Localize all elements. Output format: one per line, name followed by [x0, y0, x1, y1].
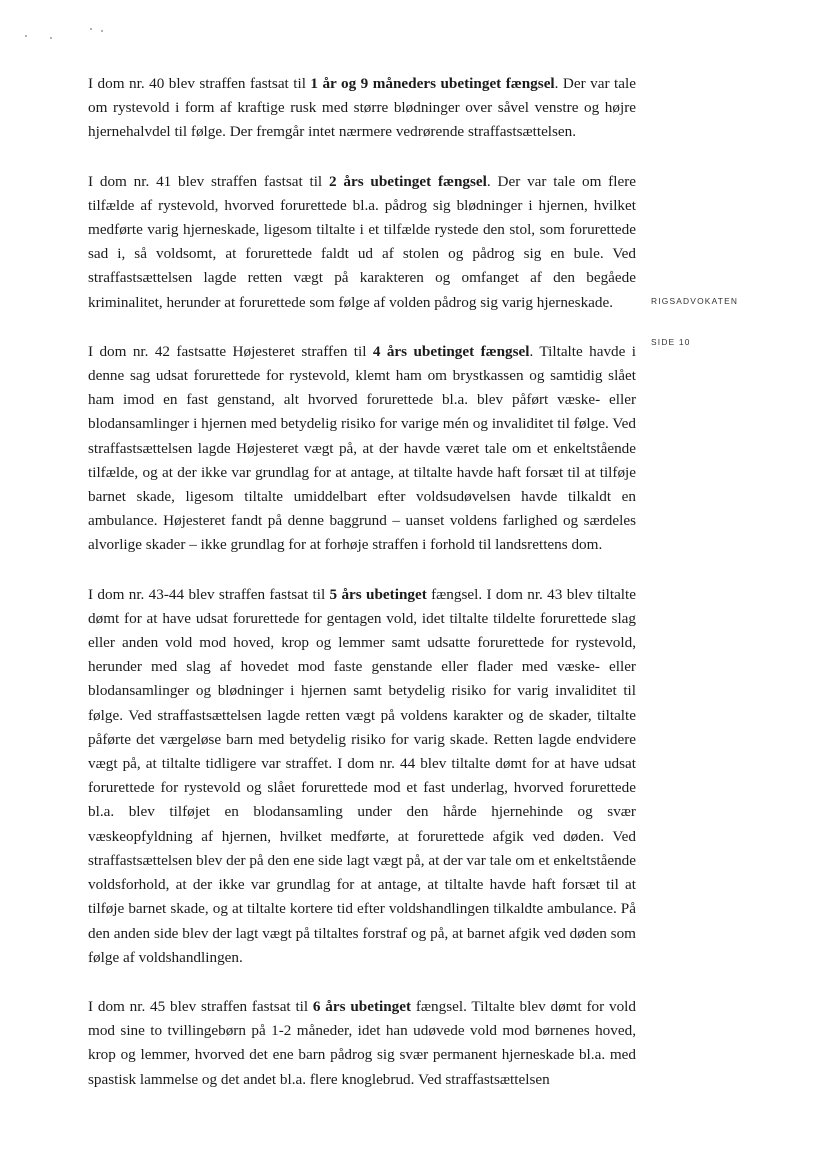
- sentence-emphasis: 1 år og 9 måneders ubetinget fængsel: [310, 75, 555, 92]
- text-run: . Tiltalte havde i denne sag udsat forurettede for rystevold, klemt ham om brystkassen og samtidig slået ham imod en fast genstand, alt hvorved forurettede bl.a. blev påført væske- eller blodansamlinger i hjernen med betydelig risiko for varige mén og invaliditet til følge. Ved straffastsættelsen lagde Højesteret vægt på, at der havde været tale om et enkeltstående tilfælde, og at der ikke var grundlag for at antage, at tiltalte havde haft forsæt til at tilføje barnet skade, ligesom tiltalte umiddelbart efter voldsudøvelsen havde tilkaldt en ambulance. Højesteret fandt på denne baggrund – uanset voldens farlighed og særdeles alvorlige skader – ikke grundlag for at forhøje straffen i forhold til landsrettens dom.: [88, 342, 636, 554]
- scan-speck: [50, 37, 52, 39]
- page-number: SIDE 10: [651, 337, 691, 347]
- text-run: I dom nr. 45 blev straffen fastsat til: [88, 997, 313, 1015]
- paragraph-dom-41: [88, 170, 636, 315]
- scan-speck: [25, 35, 27, 37]
- paragraph-dom-40: [88, 72, 636, 145]
- sentence-emphasis: 4 års ubetinget fængsel: [372, 342, 530, 360]
- text-run: I dom nr. 42 fastsatte Højesteret straffen til: [88, 342, 373, 360]
- text-run: fængsel. Tiltalte blev dømt for vold mod sine to tvillingebørn på 1-2 måneder, idet han udøvede vold mod børnenes hoved, krop og lemmer, hvorved det ene barn pådrog sig svær permanent hjerneskade bl.a. med spastisk lammelse og det andet bl.a. flere knoglebrud. Ved straffastsættelsen: [88, 997, 636, 1088]
- sentence-emphasis: 6 års ubetinget: [312, 997, 412, 1015]
- paragraph-dom-45: [88, 995, 636, 1092]
- text-run: . Der var tale om flere tilfælde af rystevold, hvorved forurettede bl.a. pådrog sig blødninger i hjernen, hvilket medførte varig hjerneskade, ligesom tiltalte i et tilfælde rystede den stol, som forurettede sad i, så voldsomt, at forurettede faldt ud af stolen og pådrog sig en bule. Ved straffastsættelsen lagde retten vægt på karakteren og omfanget af den begåede kriminalitet, herunder at forurettede som følge af volden pådrog sig varig hjerneskade.: [88, 172, 637, 311]
- text-run: I dom nr. 40 blev straffen fastsat til: [88, 75, 311, 92]
- sentence-emphasis: 2 års ubetinget fængsel: [328, 172, 487, 190]
- paragraph-dom-42: [88, 340, 636, 558]
- body-text: [88, 72, 636, 1117]
- text-run: fængsel. I dom nr. 43 blev tiltalte dømt for at have udsat forurettede for gentagen vold, idet tiltalte tildelte forurettede slag eller anden vold mod hoved, krop og lemmer samt udsatte forurettede for rystevold, herunder med slag af hovedet mod faste genstande eller flader med væske- eller blodansamlinger og blødninger i hjernen samt betydelig risiko for varig invaliditet til følge. Ved straffastsættelsen lagde retten vægt på voldens karakter og de skader, tiltalte påførte det værgeløse barn med betydelig risiko for varig skade. Retten lagde endvidere vægt på, at tiltalte tidligere var straffet. I dom nr. 44 blev tiltalte dømt for at have udsat forurettede for rystevold og slået forurettede mod et fast underlag, hvorved forurettede bl.a. blev tilføjet en blodansamling under den hårde hjernehinde og svær væskeopfyldning af hjernen, hvilket medførte, at forurettede afgik ved døden. Ved straffastsættelsen blev der på den ene side lagt vægt på, at der var tale om et enkeltstående voldsforhold, at der ikke var grundlag for at antage, at tiltalte havde haft forsæt til at tilføje barnet skade, og at tiltalte kortere tid efter voldshandlingen tilkaldte ambulance. På den anden side blev der lagt vægt på tiltaltes forstraf og på, at barnet afgik ved døden som følge af voldshandlingen.: [88, 585, 636, 966]
- text-run: I dom nr. 41 blev straffen fastsat til: [88, 172, 329, 190]
- paragraph-dom-43-44: [88, 583, 636, 970]
- scan-speck: [101, 30, 103, 32]
- text-run: . Der var tale om rystevold i form af kraftige rusk med større blødninger over såvel venstre og højre hjernehalvdel til følge. Der fremgår intet nærmere vedrørende straffastsættelsen.: [88, 75, 636, 141]
- sentence-emphasis: 5 års ubetinget: [329, 585, 427, 603]
- scan-speck: [90, 28, 92, 30]
- sidebar-organization: RIGSADVOKATEN: [651, 296, 739, 306]
- text-run: I dom nr. 43-44 blev straffen fastsat til: [88, 585, 330, 603]
